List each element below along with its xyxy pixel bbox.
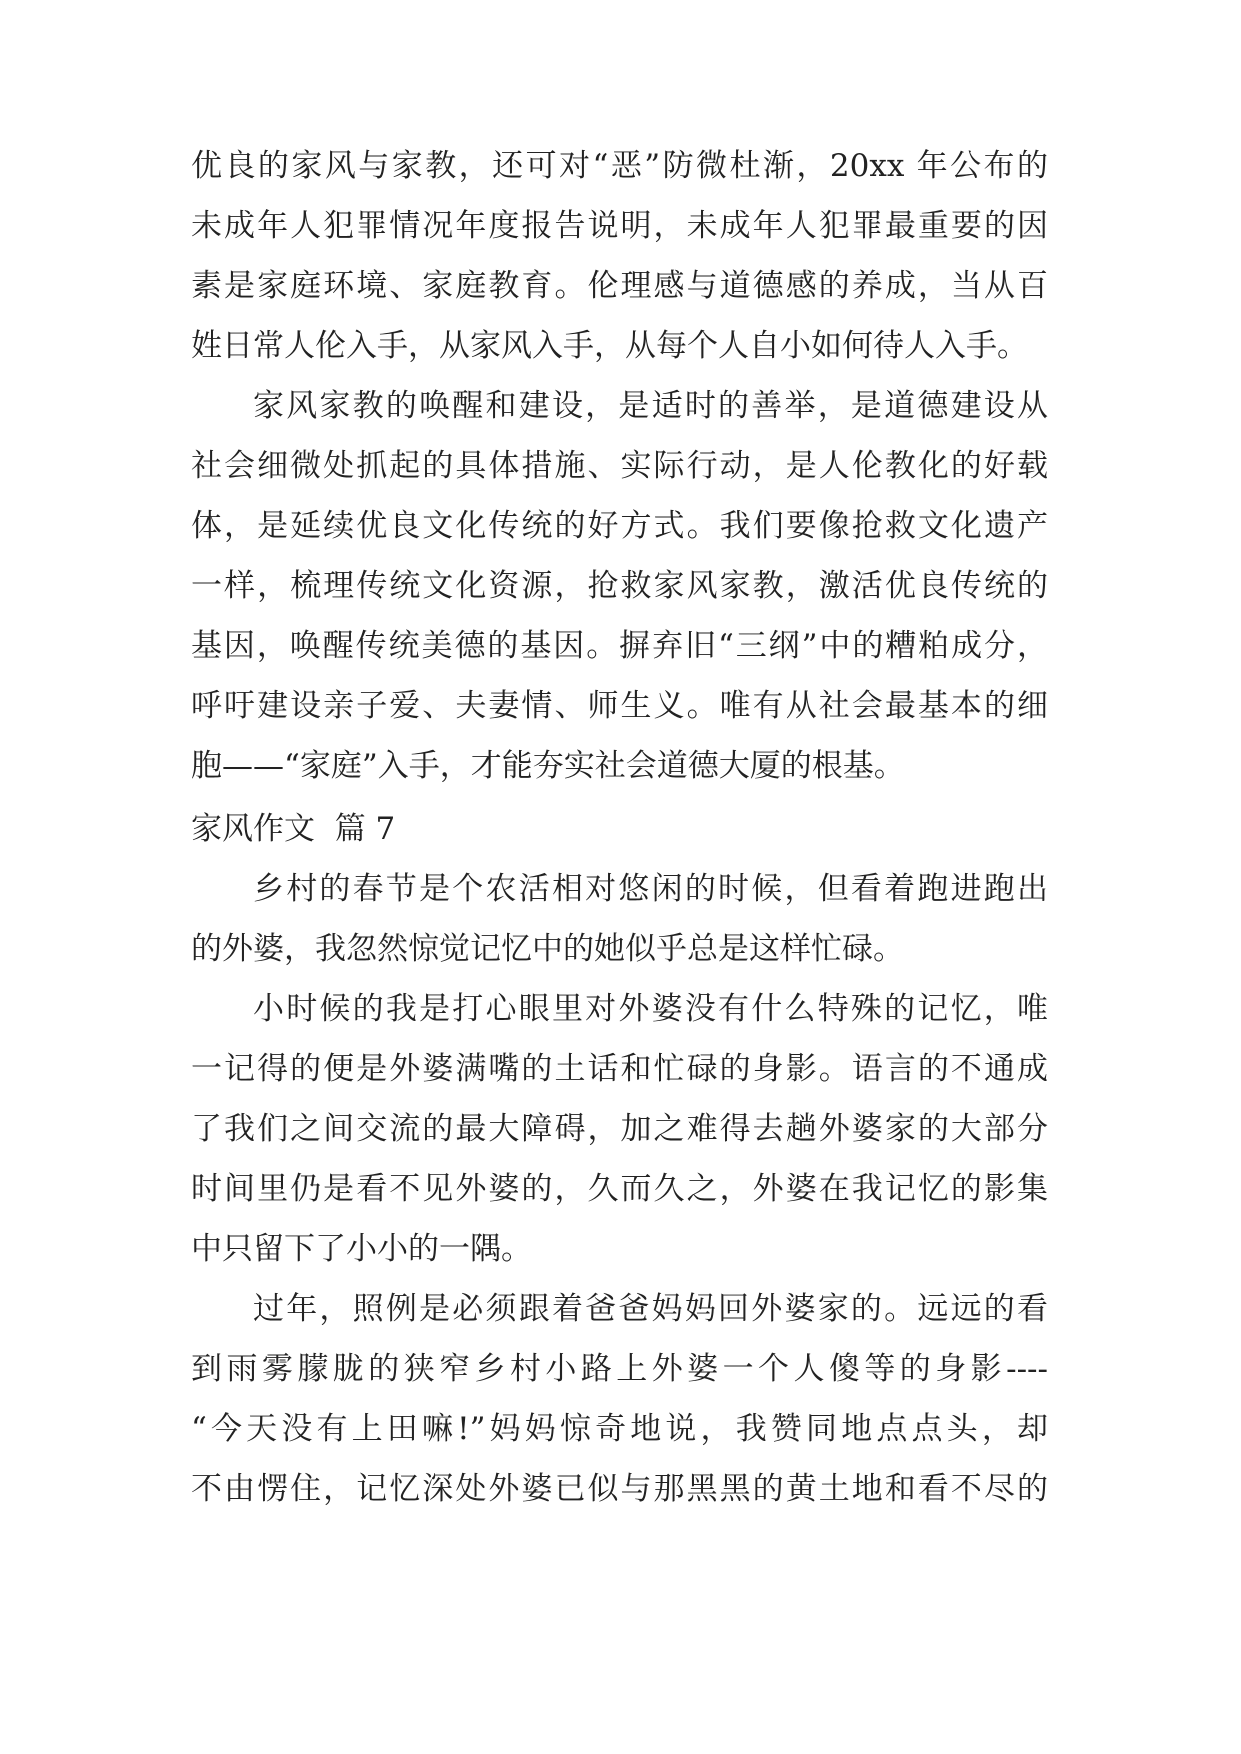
- paragraph-2-line-7: 胞——“家庭”入手，才能夯实社会道德大厦的根基。: [191, 748, 905, 784]
- paragraph-5-line-3: “今天没有上田嘛!”妈妈惊奇地说，我赞同地点点头，却: [191, 1411, 1048, 1447]
- paragraph-2-line-1: 家风家教的唤醒和建设，是适时的善举，是道德建设从: [253, 388, 1048, 424]
- paragraph-2-line-2: 社会细微处抓起的具体措施、实际行动，是人伦教化的好载: [191, 448, 1048, 484]
- paragraph-2-line-5: 基因，唤醒传统美德的基因。摒弃旧“三纲”中的糟粕成分，: [191, 628, 1048, 664]
- paragraph-5-line-4: 不由愣住，记忆深处外婆已似与那黑黑的黄土地和看不尽的: [191, 1471, 1048, 1507]
- paragraph-1-line-4: 姓日常人伦入手，从家风入手，从每个人自小如何待人入手。: [191, 328, 1028, 364]
- paragraph-3-line-2: 的外婆，我忽然惊觉记忆中的她似乎总是这样忙碌。: [191, 931, 904, 967]
- paragraph-2-line-3: 体，是延续优良文化传统的好方式。我们要像抢救文化遗产: [191, 508, 1048, 544]
- paragraph-5-line-2: 到雨雾朦胧的狭窄乡村小路上外婆一个人傻等的身影----: [191, 1351, 1048, 1387]
- paragraph-1-line-3: 素是家庭环境、家庭教育。伦理感与道德感的养成，当从百: [191, 268, 1048, 304]
- paragraph-4-line-4: 时间里仍是看不见外婆的，久而久之，外婆在我记忆的影集: [191, 1171, 1048, 1207]
- paragraph-2-line-6: 呼吁建设亲子爱、夫妻情、师生义。唯有从社会最基本的细: [191, 688, 1048, 724]
- paragraph-4-line-1: 小时候的我是打心眼里对外婆没有什么特殊的记忆，唯: [253, 991, 1048, 1027]
- paragraph-2-line-4: 一样，梳理传统文化资源，抢救家风家教，激活优良传统的: [191, 568, 1048, 604]
- paragraph-1-line-2: 未成年人犯罪情况年度报告说明，未成年人犯罪最重要的因: [191, 208, 1048, 244]
- paragraph-5-line-1: 过年，照例是必须跟着爸爸妈妈回外婆家的。远远的看: [253, 1291, 1048, 1327]
- paragraph-1-line-1: 优良的家风与家教，还可对“恶”防微杜渐，20xx 年公布的: [191, 148, 1048, 184]
- section-heading: 家风作文 篇 7: [191, 811, 396, 847]
- paragraph-3-line-1: 乡村的春节是个农活相对悠闲的时候，但看着跑进跑出: [253, 871, 1048, 907]
- paragraph-4-line-3: 了我们之间交流的最大障碍，加之难得去趟外婆家的大部分: [191, 1111, 1048, 1147]
- paragraph-4-line-5: 中只留下了小小的一隅。: [191, 1231, 532, 1267]
- paragraph-4-line-2: 一记得的便是外婆满嘴的土话和忙碌的身影。语言的不通成: [191, 1051, 1048, 1087]
